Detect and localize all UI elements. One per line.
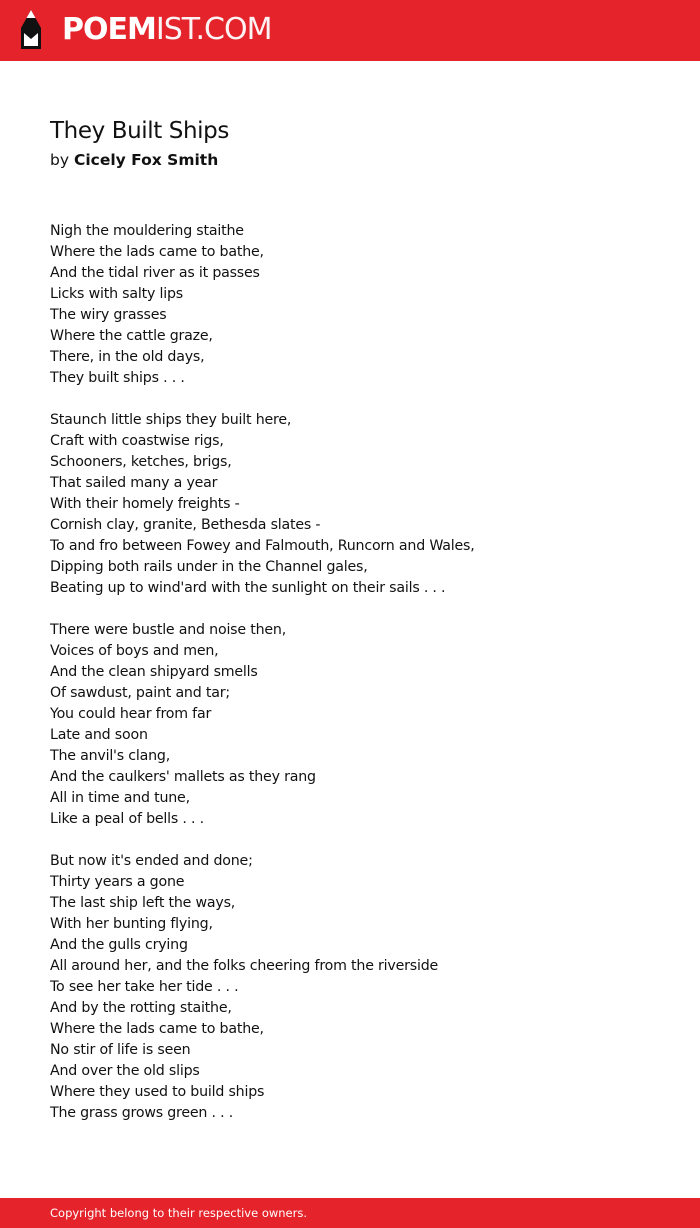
poem-line: To see her take her tide . . . — [50, 979, 239, 995]
poem-line: All around her, and the folks cheering from the riverside — [50, 958, 439, 974]
poem-line: Late and soon — [50, 727, 148, 743]
poem-line: To and fro between Fowey and Falmouth, Runcorn and Wales, — [50, 538, 475, 554]
copyright-text: Copyright belong to their respective owners. — [50, 1206, 308, 1220]
poem-line: And the caulkers' mallets as they rang — [50, 769, 316, 785]
poem-line: Where the lads came to bathe, — [50, 1021, 264, 1037]
poem-line: With her bunting flying, — [50, 916, 213, 932]
poem-line: Thirty years a gone — [50, 874, 185, 890]
poem-line: Licks with salty lips — [50, 286, 183, 302]
poem-line: Where they used to build ships — [50, 1084, 265, 1100]
poem-line: And by the rotting staithe, — [50, 1000, 232, 1016]
poem-line: There were bustle and noise then, — [50, 622, 287, 638]
poem-line: Voices of boys and men, — [50, 643, 219, 659]
poem-line: The anvil's clang, — [50, 748, 171, 764]
poem-line: Craft with coastwise rigs, — [50, 433, 224, 449]
pencil-logo-icon[interactable] — [18, 9, 44, 51]
byline — [50, 148, 670, 172]
poem-line: With their homely freights - — [50, 496, 240, 512]
poem-line: And over the old slips — [50, 1063, 200, 1079]
poem-title: They Built Ships — [50, 118, 229, 144]
brand-light: IST.COM — [155, 12, 272, 47]
poem-line: Schooners, ketches, brigs, — [50, 454, 232, 470]
poem-line: The wiry grasses — [50, 307, 167, 323]
poem-line: They built ships . . . — [50, 370, 185, 386]
poem-line: Where the lads came to bathe, — [50, 244, 264, 260]
stanza — [50, 221, 670, 389]
poem-line: Nigh the mouldering staithe — [50, 223, 244, 239]
author-name: Cicely Fox Smith — [73, 151, 219, 169]
poem-body — [50, 221, 670, 1124]
site-header — [0, 0, 700, 61]
poem-line: And the tidal river as it passes — [50, 265, 260, 281]
poem-line: Staunch little ships they built here, — [50, 412, 292, 428]
poem-line: The last ship left the ways, — [50, 895, 236, 911]
poem-line: Cornish clay, granite, Bethesda slates - — [50, 517, 321, 533]
poem-line: All in time and tune, — [50, 790, 190, 806]
site-logo[interactable] — [62, 12, 271, 48]
poem-line: Dipping both rails under in the Channel gales, — [50, 559, 368, 575]
stanza — [50, 851, 670, 1124]
poem-line: That sailed many a year — [50, 475, 218, 491]
poem-line: Where the cattle graze, — [50, 328, 213, 344]
poem-content — [50, 114, 670, 1145]
poem-line: Like a peal of bells . . . — [50, 811, 204, 827]
poem-line: No stir of life is seen — [50, 1042, 191, 1058]
poem-line: The grass grows green . . . — [50, 1105, 234, 1121]
stanza — [50, 620, 670, 830]
brand-bold: POEM — [62, 12, 156, 47]
site-footer — [0, 1198, 700, 1228]
poem-line: Beating up to wind'ard with the sunlight on their sails . . . — [50, 580, 446, 596]
poem-line: And the gulls crying — [50, 937, 188, 953]
poem-line: And the clean shipyard smells — [50, 664, 258, 680]
poem-line: There, in the old days, — [50, 349, 205, 365]
stanza — [50, 410, 670, 599]
poem-line: But now it's ended and done; — [50, 853, 253, 869]
poem-line: Of sawdust, paint and tar; — [50, 685, 230, 701]
by-label: by — [50, 151, 70, 169]
poem-line: You could hear from far — [50, 706, 212, 722]
